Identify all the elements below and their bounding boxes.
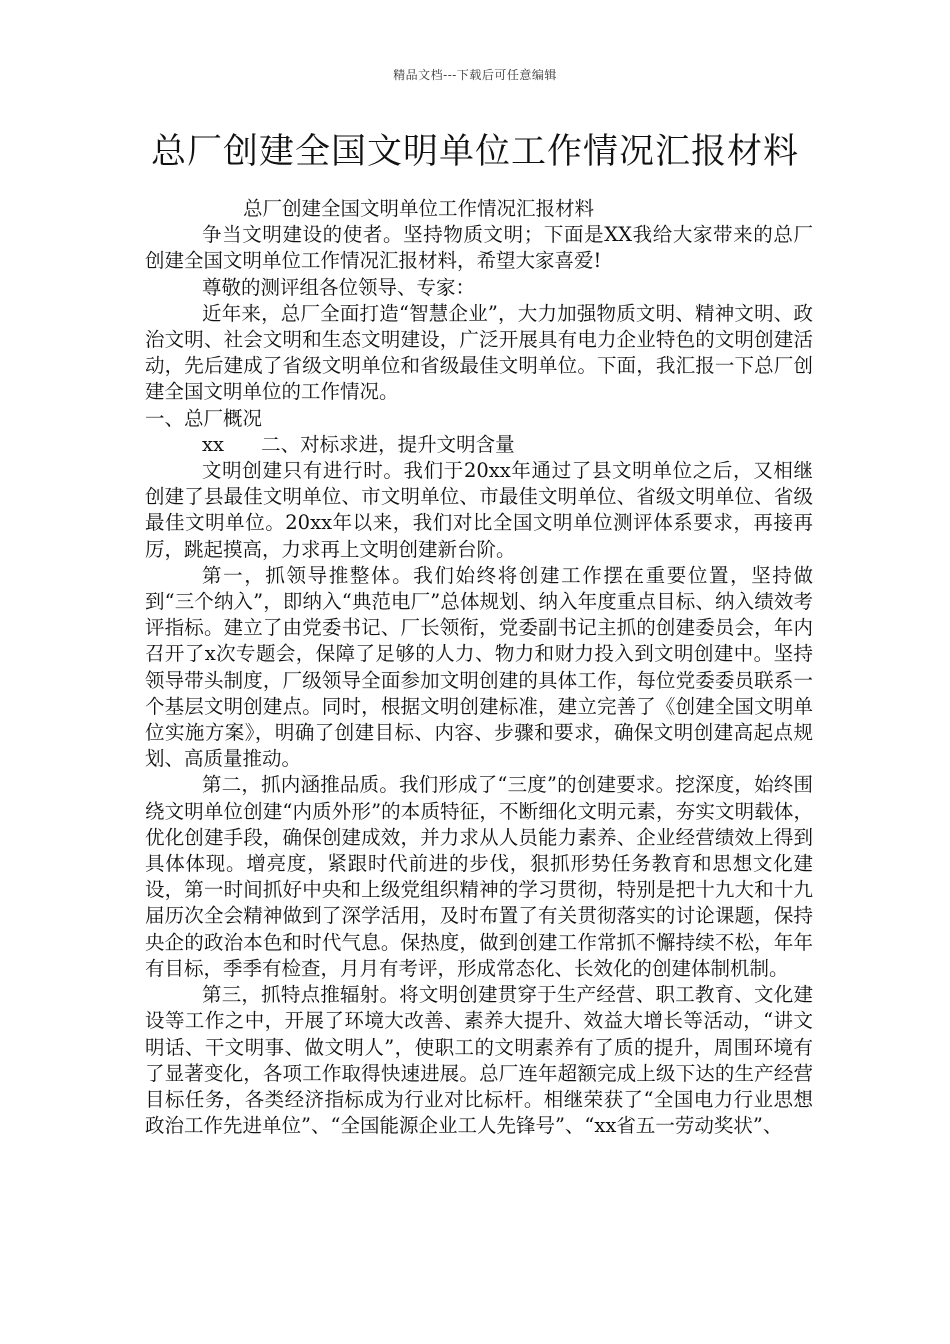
section-heading-overview: 一、总厂概况 xyxy=(145,406,263,430)
page-header-note: 精品文档---下载后可任意编辑 xyxy=(393,68,557,82)
intro-paragraph: 争当文明建设的使者。坚持物质文明；下面是XX我给大家带来的总厂创建全国文明单位工作情况汇报材料，希望大家喜爱! xyxy=(145,223,813,273)
document-title: 总厂创建全国文明单位工作情况汇报材料 xyxy=(150,132,799,172)
features-paragraph: 第三，抓特点推辐射。将文明创建贯穿于生产经营、职工教育、文化建设等工作之中，开展了环境大改善、素养大提升、效益大增长等活动，“讲文明话、干文明事、做文明人”，使职工的文明素养有了质的提升，周围环境有了显著变化，各项工作取得快速进展。总厂连年超额完成上级下达的生产经营目标任务，各类经济指标成为行业对比标杆。相继荣获了“全国电力行业思想政治工作先进单位”、“全国能源企业工人先锋号”、“xx省五一劳动奖状”、 xyxy=(145,983,813,1138)
leadership-paragraph: 第一，抓领导推整体。我们始终将创建工作摆在重要位置，坚持做到“三个纳入”，即纳入“典范电厂”总体规划、纳入年度重点目标、纳入绩效考评指标。建立了由党委书记、厂长领衔，党委副书记主抓的创建委员会，年内召开了x次专题会，保障了足够的人力、物力和财力投入到文明创建中。坚持领导带头制度，厂级领导全面参加文明创建的具体工作，每位党委委员联系一个基层文明创建点。同时，根据文明创建标准，建立完善了《创建全国文明单位实施方案》，明确了创建目标、内容、步骤和要求，确保文明创建高起点规划、高质量推动。 xyxy=(145,563,813,771)
connotation-paragraph: 第二，抓内涵推品质。我们形成了“三度”的创建要求。挖深度，始终围绕文明单位创建“内质外形”的本质特征，不断细化文明元素，夯实文明载体，优化创建手段，确保创建成效，并力求从人员能力素养、企业经营绩效上得到具体体现。增亮度，紧跟时代前进的步伐，狠抓形势任务教育和思想文化建设，第一时间抓好中央和上级党组织精神的学习贯彻，特别是把十九大和十九届历次全会精神做到了深学活用，及时布置了有关贯彻落实的讨论课题，保持央企的政治本色和时代气息。保热度，做到创建工作常抓不懈持续不松，年年有目标，季季有检查，月月有考评，形成常态化、长效化的创建体制机制。 xyxy=(145,773,813,980)
section-heading-benchmark: xx 二、对标求进，提升文明含量 xyxy=(202,432,515,456)
creation-history-paragraph: 文明创建只有进行时。我们于20xx年通过了县文明单位之后，又相继创建了县最佳文明单位、市文明单位、市最佳文明单位、省级文明单位、省级最佳文明单位。20xx年以来，我们对比全国文明单位测评体系要求，再接再厉，跳起摸高，力求再上文明创建新台阶。 xyxy=(145,459,813,561)
document-subtitle: 总厂创建全国文明单位工作情况汇报材料 xyxy=(243,197,595,220)
salutation: 尊敬的测评组各位领导、专家： xyxy=(202,275,476,299)
document-body xyxy=(145,196,813,1139)
overview-paragraph: 近年来，总厂全面打造“智慧企业”，大力加强物质文明、精神文明、政治文明、社会文明和生态文明建设，广泛开展具有电力企业特色的文明创建活动，先后建成了省级文明单位和省级最佳文明单位。下面，我汇报一下总厂创建全国文明单位的工作情况。 xyxy=(145,301,813,404)
